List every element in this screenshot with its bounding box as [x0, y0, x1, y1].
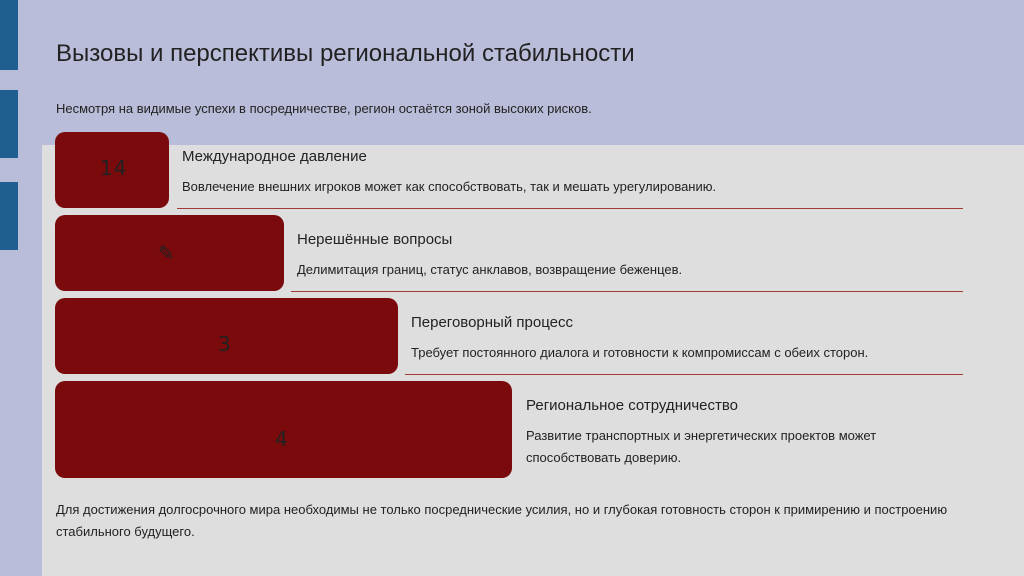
step-marker-1: 14 [100, 156, 128, 180]
step-block-3 [55, 298, 398, 374]
slide-title: Вызовы и перспективы региональной стабильности [56, 40, 635, 67]
item-divider-3 [405, 374, 963, 375]
item-description-2: Делимитация границ, статус анклавов, возвращение беженцев. [297, 262, 683, 277]
slide-footer: Для достижения долгосрочного мира необходимы не только посреднические усилия, но и глубокая готовность сторон к примирению и построению стабильного будущего. [56, 502, 948, 539]
slide-subtitle: Несмотря на видимые успехи в посредничестве, регион остаётся зоной высоких рисков. [56, 101, 592, 116]
item-heading-2: Нерешённые вопросы [297, 231, 453, 248]
item-divider-2 [291, 291, 963, 292]
accent-bar-middle [0, 90, 18, 158]
step-block-4 [55, 381, 512, 478]
step-marker-2-icon: ✎ [158, 241, 175, 265]
accent-bar-bottom [0, 182, 18, 250]
accent-bar-top [0, 0, 18, 70]
item-heading-3: Переговорный процесс [411, 314, 573, 331]
item-heading-4: Региональное сотрудничество [526, 397, 739, 414]
item-divider-1 [177, 208, 963, 209]
item-description-3: Требует постоянного диалога и готовности к компромиссам с обеих сторон. [411, 345, 869, 360]
item-heading-1: Международное давление [182, 148, 367, 165]
step-marker-4: 4 [275, 427, 288, 451]
item-description-4: Развитие транспортных и энергетических проектов может способствовать доверию. [526, 428, 877, 465]
item-description-1: Вовлечение внешних игроков может как способствовать, так и мешать урегулированию. [182, 179, 717, 194]
step-block-2 [55, 215, 284, 291]
step-marker-3: 3 [218, 332, 231, 356]
step-block-1 [55, 132, 169, 208]
